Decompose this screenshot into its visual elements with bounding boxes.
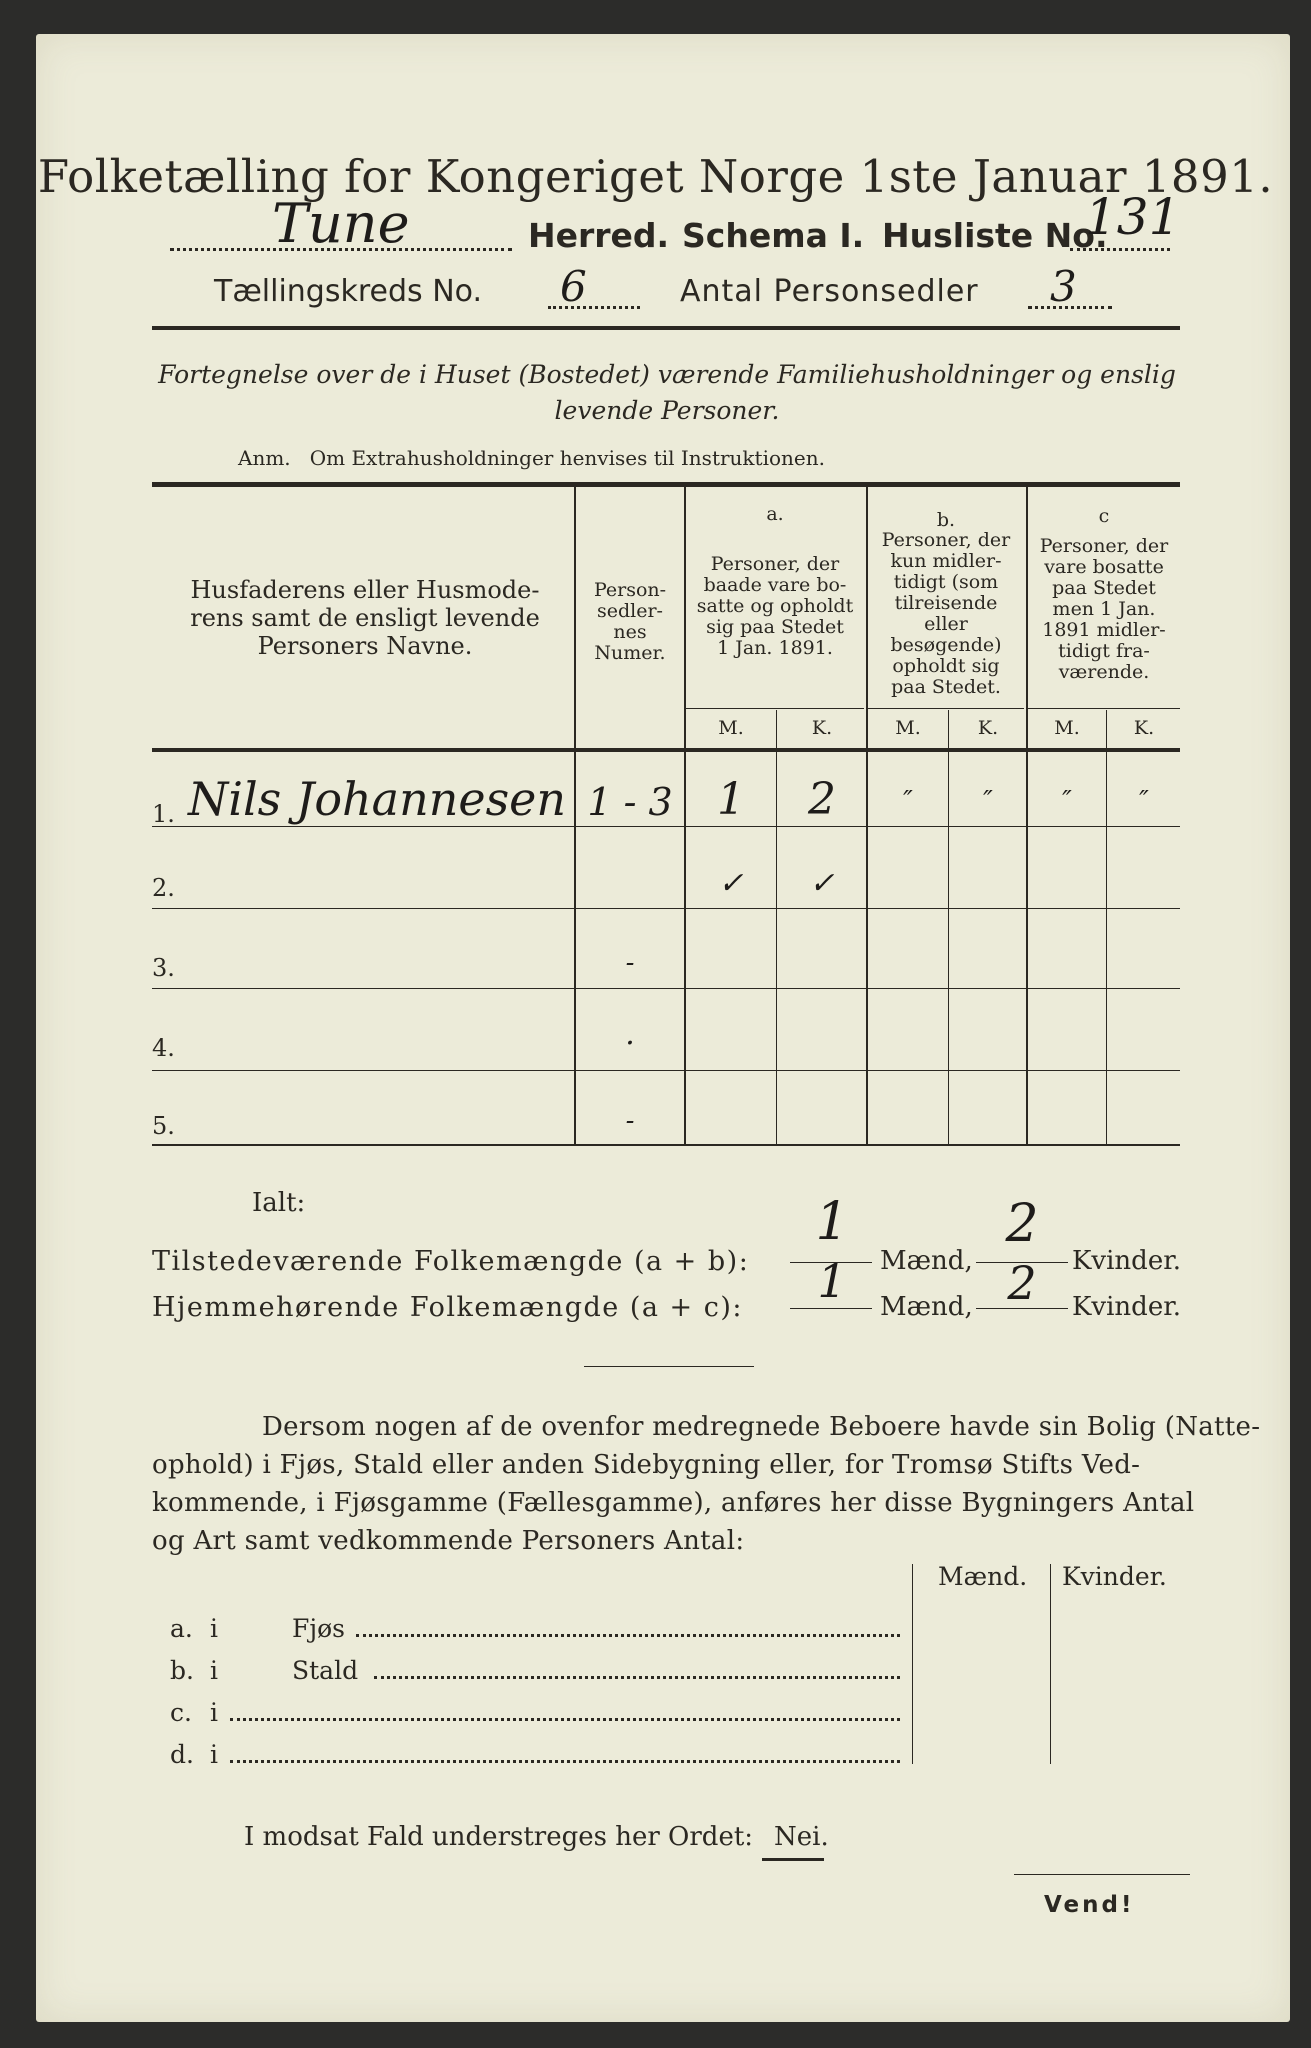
item-b-dots xyxy=(374,1676,900,1679)
total-present-label: Tilstedeværende Folkemængde (a + b): xyxy=(152,1246,750,1277)
item-a-letter: a. xyxy=(170,1614,193,1643)
row-5-num: - xyxy=(625,1106,635,1136)
section-divider xyxy=(584,1366,754,1367)
item-c-i: i xyxy=(210,1698,218,1727)
row-1-b-k: ″ xyxy=(983,786,993,816)
row-1-num: 1 - 3 xyxy=(587,780,673,824)
row-line-3 xyxy=(152,988,1180,989)
header-divider xyxy=(152,326,1180,330)
row-1-a-k: 2 xyxy=(808,774,836,825)
total-present-m: 1 xyxy=(815,1192,849,1252)
mk-rule-b xyxy=(866,708,1024,709)
ialt-label: Ialt: xyxy=(252,1188,306,1218)
para-line-1: Dersom nogen af de ovenfor medregnede Beboere havde sin Bolig (Natte- xyxy=(262,1412,1261,1442)
a-k-label: K. xyxy=(811,717,833,739)
row-number: 1. xyxy=(152,800,175,828)
herred-value: Tune xyxy=(272,192,410,255)
husliste-label: Husliste No. xyxy=(882,216,1108,255)
col-divider-name xyxy=(574,487,576,1144)
row-4-num: · xyxy=(625,1026,635,1061)
anm-note: Anm. Om Extrahusholdninger henvises til Instruktionen. xyxy=(238,446,825,470)
row-2-a-k: ✓ xyxy=(809,866,835,901)
item-a-i: i xyxy=(210,1614,218,1643)
col-header-b-letter: b. xyxy=(936,509,956,531)
maend-label: Mænd, xyxy=(880,1292,973,1322)
col-divider-a-mk xyxy=(776,710,777,1144)
kreds-label: Tællingskreds No. xyxy=(214,274,482,309)
row-number: 5. xyxy=(152,1112,175,1140)
col-divider-b-mk xyxy=(948,710,949,1144)
total-resident-k: 2 xyxy=(1007,1256,1037,1310)
herred-label: Herred. xyxy=(528,216,670,255)
b-m-label: M. xyxy=(895,717,921,739)
bottom-divider-2 xyxy=(1050,1564,1051,1764)
nei-word: Nei. xyxy=(774,1822,829,1852)
row-number: 2. xyxy=(152,874,175,902)
col-header-names: Husfaderens eller Husmode- rens samt de ensligt levende Personers Navne. xyxy=(190,576,540,660)
col-header-a-letter: a. xyxy=(766,503,784,525)
col-header-c-letter: c xyxy=(1098,505,1110,527)
row-3-num: - xyxy=(625,948,635,978)
item-b-label: Stald xyxy=(292,1656,359,1685)
vend-label: Vend! xyxy=(1044,1892,1135,1918)
bottom-maend-header: Mænd. xyxy=(938,1562,1028,1591)
col-header-a: Personer, der baade vare bo- satte og opholdt sig paa Stedet 1 Jan. 1891. xyxy=(696,553,854,659)
para-line-4: og Art samt vedkommende Personers Antal: xyxy=(152,1526,745,1556)
item-a-label: Fjøs xyxy=(292,1614,345,1643)
c-k-label: K. xyxy=(1133,717,1155,739)
kvinder-label: Kvinder. xyxy=(1072,1246,1182,1276)
item-a-dots xyxy=(356,1634,900,1637)
form-title: Folketælling for Kongeriget Norge 1ste Januar 1891. xyxy=(37,150,1274,203)
item-d-dots xyxy=(230,1760,900,1763)
c-m-label: M. xyxy=(1054,717,1080,739)
modsat-text: I modsat Fald understreges her Ordet: xyxy=(244,1822,754,1852)
husliste-value: 131 xyxy=(1085,188,1181,246)
total-resident-m: 1 xyxy=(817,1254,847,1308)
row-line-1 xyxy=(152,826,1180,827)
col-header-numer: Person- sedler- nes Numer. xyxy=(593,579,667,664)
item-b-i: i xyxy=(210,1656,218,1685)
item-b-letter: b. xyxy=(170,1656,194,1685)
maend-label: Mænd, xyxy=(880,1246,973,1276)
husliste-underline xyxy=(1070,248,1170,251)
intro-line-2: levende Personer. xyxy=(554,396,780,425)
item-d-i: i xyxy=(210,1740,218,1769)
schema-label: Schema I. xyxy=(682,216,865,255)
row-number: 3. xyxy=(152,954,175,982)
total-resident-m-line xyxy=(790,1308,872,1309)
para-line-3: kommende, i Fjøsgamme (Fællesgamme), anføres her disse Bygningers Antal xyxy=(152,1488,1195,1518)
total-resident-label: Hjemmehørende Folkemængde (a + c): xyxy=(152,1292,743,1323)
bottom-divider-1 xyxy=(912,1564,913,1764)
kreds-value: 6 xyxy=(560,262,587,311)
bottom-kvinder-header: Kvinder. xyxy=(1062,1562,1167,1591)
item-d-letter: d. xyxy=(170,1740,194,1769)
mk-rule-a xyxy=(684,708,864,709)
row-1-name: Nils Johannesen xyxy=(188,772,567,826)
table-bottom-rule xyxy=(152,1144,1180,1146)
row-1-c-k: ″ xyxy=(1139,786,1149,816)
row-2-a-m: ✓ xyxy=(718,866,744,901)
antal-value: 3 xyxy=(1050,262,1077,311)
nei-underline xyxy=(762,1858,824,1861)
row-1-c-m: ″ xyxy=(1062,786,1072,816)
row-number: 4. xyxy=(152,1034,175,1062)
item-c-dots xyxy=(230,1718,900,1721)
kvinder-label: Kvinder. xyxy=(1072,1292,1182,1322)
col-divider-c-mk xyxy=(1106,710,1107,1144)
row-line-4 xyxy=(152,1070,1180,1071)
col-header-b: Personer, der kun midler- tidigt (som tilreisende eller besøgende) opholdt sig paa Stedet. xyxy=(881,529,1011,698)
para-line-2: ophold) i Fjøs, Stald eller anden Sidebygning eller, for Tromsø Stifts Ved- xyxy=(152,1450,1141,1480)
mk-rule-c xyxy=(1026,708,1180,709)
a-m-label: M. xyxy=(718,717,744,739)
vend-rule xyxy=(1014,1874,1190,1875)
antal-label: Antal Personsedler xyxy=(680,274,979,309)
col-header-c: Personer, der vare bosatte paa Stedet men 1 Jan. 1891 midler- tidigt fra- værende. xyxy=(1039,535,1169,683)
row-1-b-m: ″ xyxy=(903,786,913,816)
item-c-letter: c. xyxy=(170,1698,192,1727)
row-1-a-m: 1 xyxy=(717,774,745,825)
row-line-2 xyxy=(152,908,1180,909)
total-present-k: 2 xyxy=(1005,1194,1039,1254)
b-k-label: K. xyxy=(977,717,999,739)
intro-line-1: Fortegnelse over de i Huset (Bostedet) værende Familiehusholdninger og enslig xyxy=(158,360,1176,389)
